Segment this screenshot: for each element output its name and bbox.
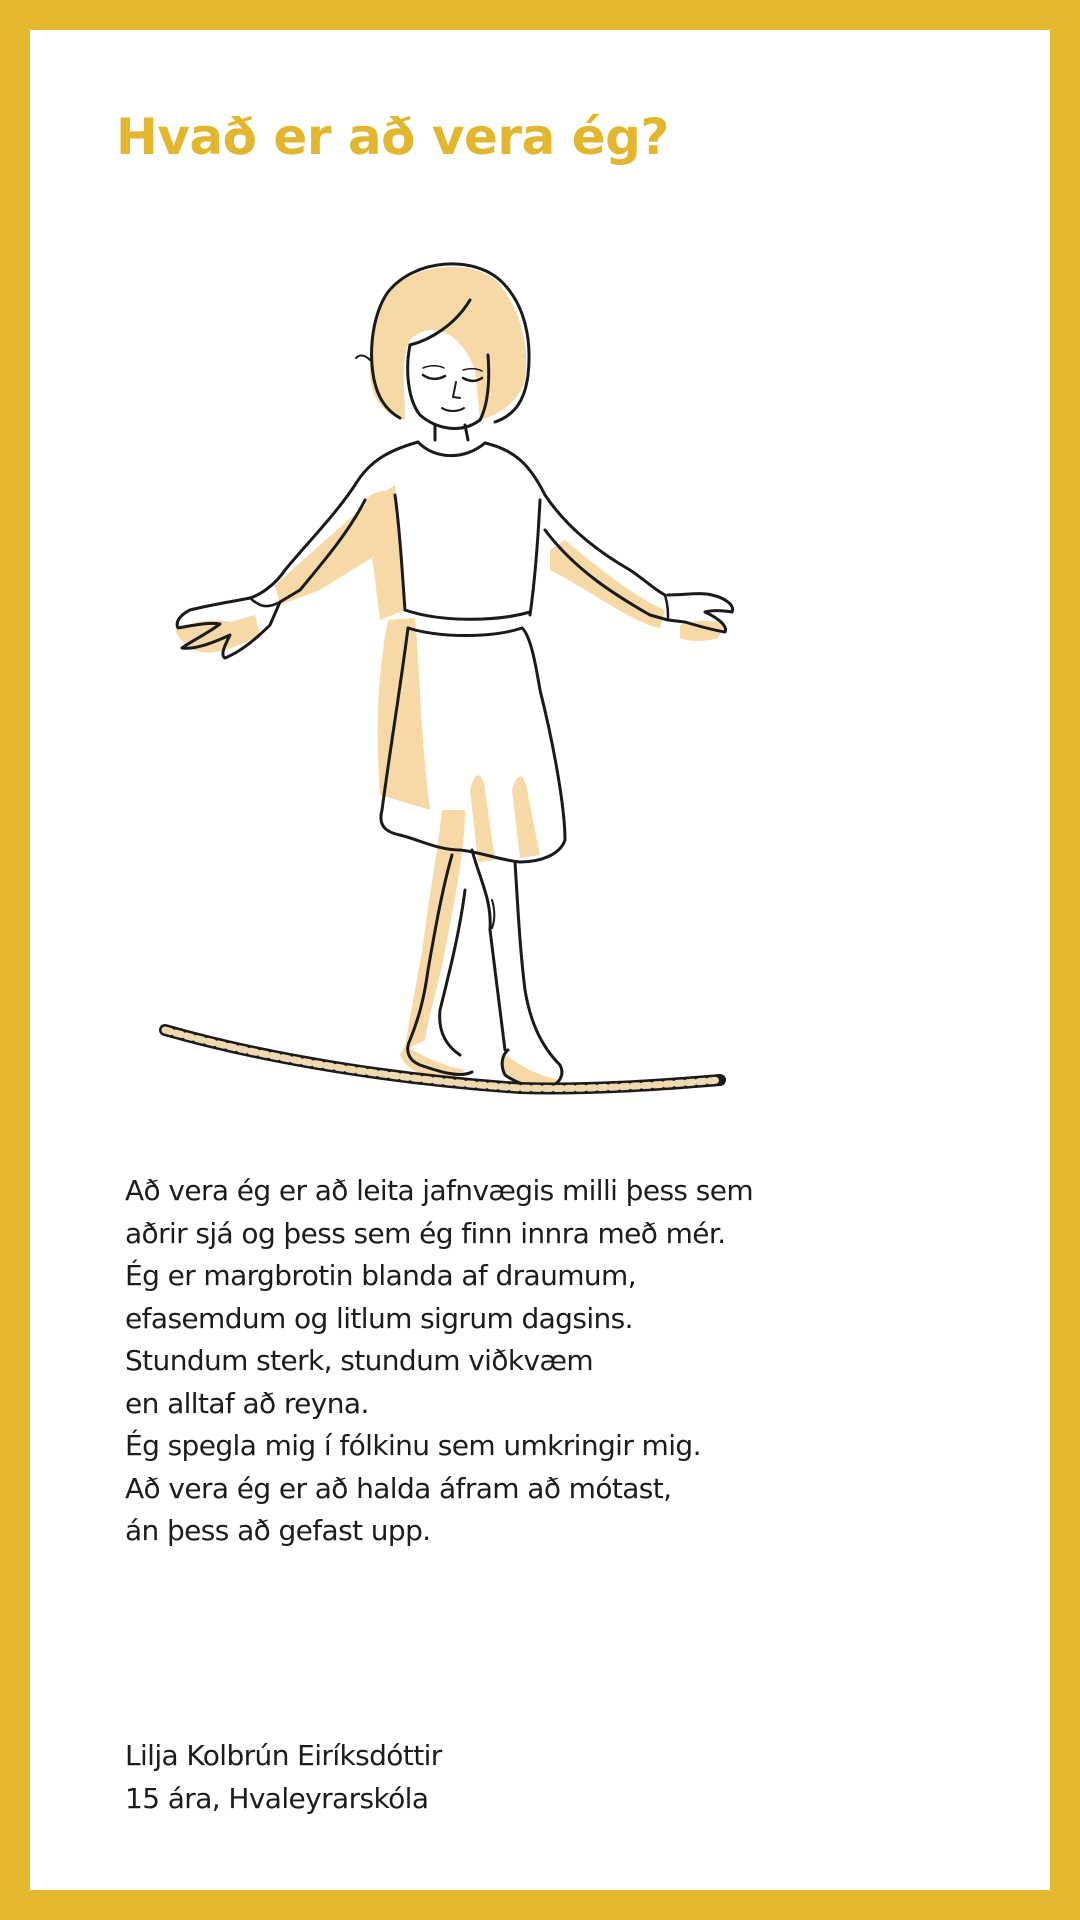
author-name: Lilja Kolbrún Eiríksdóttir — [125, 1739, 442, 1772]
page-title: Hvað er að vera ég? — [116, 108, 669, 166]
author-details: 15 ára, Hvaleyrarskóla — [125, 1781, 429, 1815]
poem-line: Ég spegla mig í fólkinu sem umkringir mig. — [125, 1429, 701, 1462]
poem-card — [30, 30, 1050, 1890]
poem-line: Stundum sterk, stundum viðkvæm — [125, 1344, 594, 1377]
poem-line: Að vera ég er að leita jafnvægis milli þess sem — [125, 1174, 754, 1207]
line-art — [177, 264, 732, 1088]
poem-line: án þess að gefast upp. — [125, 1514, 431, 1547]
poem-line: efasemdum og litlum sigrum dagsins. — [125, 1301, 633, 1335]
girl-tightrope-illustration — [120, 250, 800, 1100]
poem-line: Að vera ég er að halda áfram að mótast, — [125, 1471, 672, 1505]
rope — [165, 1030, 720, 1088]
poem-line: aðrir sjá og þess sem ég finn innra með mér. — [125, 1216, 726, 1250]
poem-line: en alltaf að reyna. — [125, 1386, 369, 1420]
poem-text — [125, 1170, 753, 1553]
author-byline — [125, 1735, 442, 1820]
poem-line: Ég er margbrotin blanda af draumum, — [125, 1259, 637, 1292]
